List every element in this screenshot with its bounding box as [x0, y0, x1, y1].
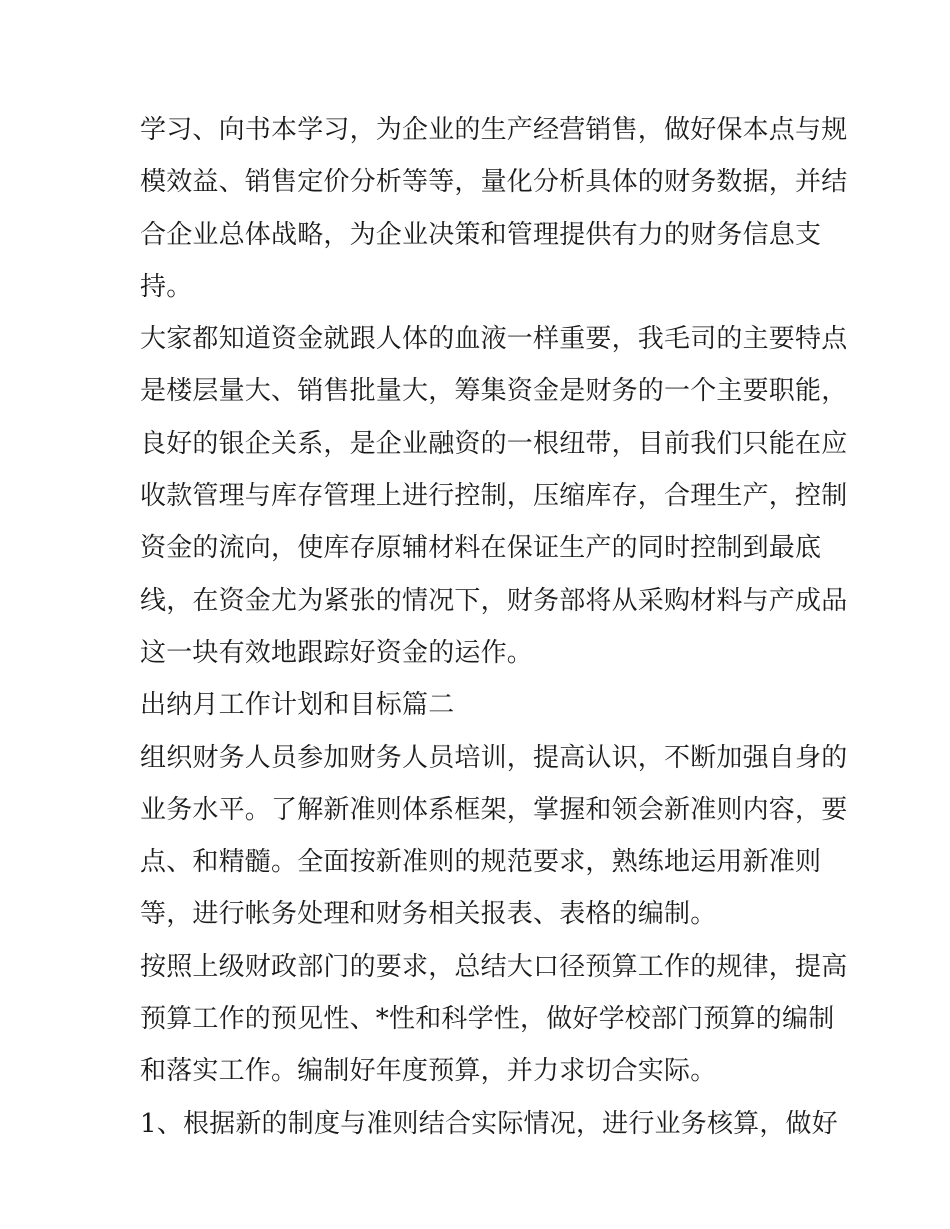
text-line: 是楼层量大、销售批量大，筹集资金是财务的一个主要职能， [140, 376, 848, 407]
text-line: 预算工作的预见性、*性和科学性，做好学校部门预算的编制 [140, 1004, 835, 1035]
text-line: 点、和精髓。全面按新准则的规范要求，熟练地运用新准则 [140, 847, 822, 878]
text-line: 按照上级财政部门的要求，总结大口径预算工作的规律，提高 [140, 951, 848, 982]
text-line: 资金的流向，使库存原辅材料在保证生产的同时控制到最底 [140, 533, 822, 564]
text-line: 良好的银企关系，是企业融资的一根纽带，目前我们只能在应 [140, 428, 848, 459]
text-line: 持。 [140, 271, 193, 302]
text-line: 收款管理与库存管理上进行控制，压缩库存，合理生产，控制 [140, 481, 848, 512]
text-line: 等，进行帐务处理和财务相关报表、表格的编制。 [140, 899, 717, 930]
section-heading: 出纳月工作计划和目标篇二 [140, 690, 455, 721]
text-line: 组织财务人员参加财务人员培训，提高认识，不断加强自身的 [140, 742, 848, 773]
text-line: 学习、向书本学习，为企业的生产经营销售，做好保本点与规 [140, 115, 848, 145]
text-line: 线，在资金尤为紧张的情况下，财务部将从采购材料与产成品 [140, 585, 848, 616]
text-line: 大家都知道资金就跟人体的血液一样重要，我毛司的主要特点 [140, 324, 848, 355]
text-line: 业务水平。了解新准则体系框架，掌握和领会新准则内容，要 [140, 794, 848, 825]
document-body [140, 104, 848, 1150]
text-line: 这一块有效地跟踪好资金的运作。 [140, 637, 534, 668]
list-item-line: 1、根据新的制度与准则结合实际情况，进行业务核算，做好 [140, 1108, 838, 1139]
text-line: 和落实工作。编制好年度预算，并力求切合实际。 [140, 1056, 717, 1087]
text-line: 模效益、销售定价分析等等，量化分析具体的财务数据，并结 [140, 167, 848, 198]
text-line: 合企业总体战略，为企业决策和管理提供有力的财务信息支 [140, 219, 822, 250]
